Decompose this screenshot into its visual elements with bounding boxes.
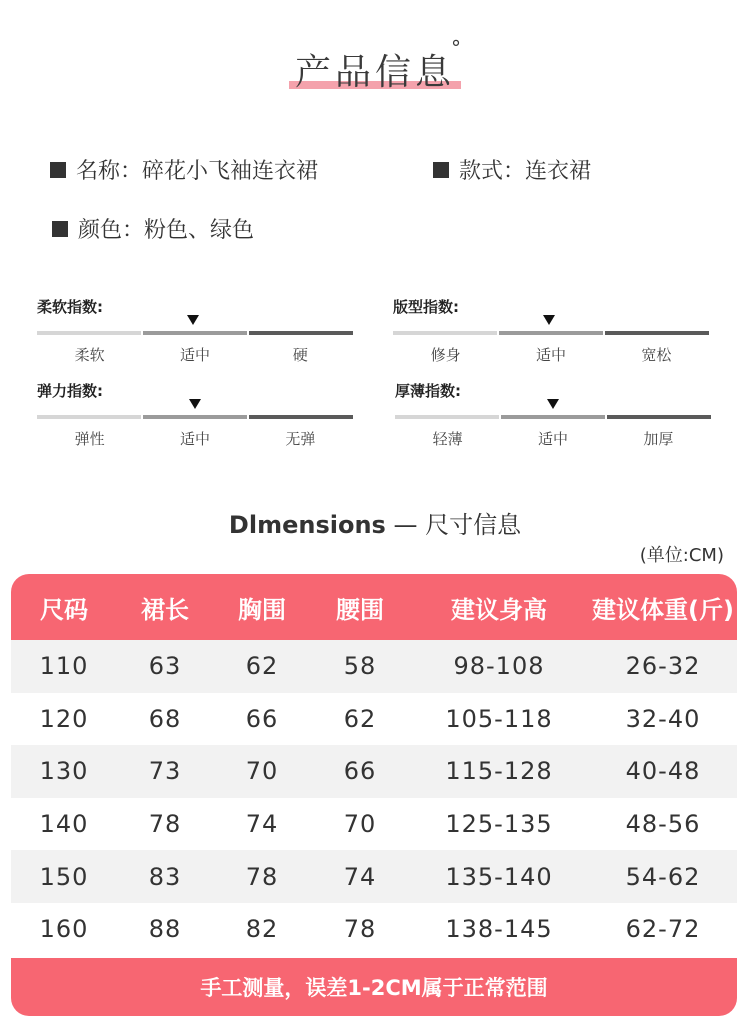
header-bust: 胸围 bbox=[238, 595, 286, 624]
table-row bbox=[11, 903, 737, 956]
elasticity-index bbox=[37, 380, 357, 464]
index-scale-bar bbox=[37, 415, 353, 419]
table-row bbox=[11, 850, 737, 903]
info-name-text: 名称：碎花小飞袖连衣裙 bbox=[76, 159, 319, 184]
table-cell: 140 bbox=[39, 810, 89, 839]
title-mark: ° bbox=[451, 36, 461, 60]
index-option: 适中 bbox=[535, 346, 566, 364]
header-weight-unit: (斤) bbox=[688, 595, 734, 624]
table-cell: 120 bbox=[39, 704, 89, 733]
selected-marker-icon bbox=[189, 399, 201, 409]
table-cell: 66 bbox=[343, 757, 377, 786]
table-cell: 48-56 bbox=[625, 810, 701, 839]
table-cell: 83 bbox=[148, 862, 182, 891]
index-options bbox=[395, 428, 711, 449]
index-option: 弹性 bbox=[74, 430, 105, 448]
index-option: 加厚 bbox=[643, 430, 674, 448]
table-cell: 74 bbox=[343, 862, 377, 891]
dimensions-title bbox=[0, 505, 750, 540]
index-options bbox=[37, 428, 353, 449]
header-size: 尺码 bbox=[40, 595, 88, 624]
table-cell: 82 bbox=[245, 915, 279, 944]
header-length: 裙长 bbox=[141, 595, 189, 624]
selected-marker-icon bbox=[543, 315, 555, 325]
table-cell: 135-140 bbox=[445, 862, 553, 891]
index-option: 轻薄 bbox=[432, 430, 463, 448]
table-cell: 58 bbox=[343, 652, 377, 681]
dimensions-title-cn: 尺寸信息 bbox=[425, 511, 522, 539]
selected-marker-icon bbox=[547, 399, 559, 409]
table-row bbox=[11, 640, 737, 693]
table-cell: 110 bbox=[39, 652, 89, 681]
table-cell: 62-72 bbox=[625, 915, 701, 944]
index-options bbox=[393, 344, 709, 365]
table-row bbox=[11, 745, 737, 798]
softness-index bbox=[37, 296, 357, 380]
page-title: 产品信息 bbox=[294, 52, 455, 93]
table-cell: 98-108 bbox=[453, 652, 545, 681]
index-option: 修身 bbox=[430, 346, 461, 364]
table-cell: 62 bbox=[245, 652, 279, 681]
dimensions-title-en: Dlmensions bbox=[228, 511, 386, 539]
table-cell: 115-128 bbox=[445, 757, 553, 786]
info-name bbox=[50, 154, 318, 185]
index-option: 柔软 bbox=[74, 346, 105, 364]
bullet-square-icon bbox=[50, 162, 66, 178]
table-cell: 78 bbox=[245, 862, 279, 891]
header-height: 建议身高 bbox=[451, 595, 547, 624]
thickness-index bbox=[395, 380, 715, 464]
index-scale-bar bbox=[37, 331, 353, 335]
table-cell: 62 bbox=[343, 704, 377, 733]
table-cell: 68 bbox=[148, 704, 182, 733]
header-weight-label: 建议体重 bbox=[592, 595, 689, 624]
header-weight bbox=[589, 590, 737, 625]
table-cell: 130 bbox=[39, 757, 89, 786]
table-cell: 54-62 bbox=[625, 862, 701, 891]
unit-label: (单位:CM) bbox=[639, 545, 724, 566]
selected-marker-icon bbox=[187, 315, 199, 325]
table-cell: 70 bbox=[245, 757, 279, 786]
index-option: 适中 bbox=[179, 430, 210, 448]
table-cell: 150 bbox=[39, 862, 89, 891]
table-row bbox=[11, 798, 737, 851]
table-cell: 70 bbox=[343, 810, 377, 839]
info-style bbox=[433, 154, 591, 185]
info-style-text: 款式：连衣裙 bbox=[459, 159, 592, 184]
table-cell: 26-32 bbox=[625, 652, 701, 681]
table-cell: 78 bbox=[343, 915, 377, 944]
index-scale-bar bbox=[395, 415, 711, 419]
dimensions-title-separator: — bbox=[385, 511, 426, 539]
info-color bbox=[52, 213, 254, 244]
index-scale-bar bbox=[393, 331, 709, 335]
table-cell: 66 bbox=[245, 704, 279, 733]
size-table bbox=[11, 574, 737, 956]
table-row bbox=[11, 693, 737, 746]
index-options bbox=[37, 344, 353, 365]
measurement-note: 手工测量，误差1-2CM属于正常范围 bbox=[11, 958, 737, 1016]
table-cell: 32-40 bbox=[625, 704, 701, 733]
table-header bbox=[11, 574, 737, 640]
bullet-square-icon bbox=[433, 162, 449, 178]
bullet-square-icon bbox=[52, 221, 68, 237]
table-cell: 138-145 bbox=[445, 915, 553, 944]
header-waist: 腰围 bbox=[336, 595, 384, 624]
index-option: 适中 bbox=[537, 430, 568, 448]
info-color-text: 颜色：粉色、绿色 bbox=[78, 218, 255, 243]
table-cell: 78 bbox=[148, 810, 182, 839]
table-cell: 74 bbox=[245, 810, 279, 839]
table-cell: 63 bbox=[148, 652, 182, 681]
page-header bbox=[0, 36, 750, 104]
index-option: 宽松 bbox=[641, 346, 672, 364]
index-option: 适中 bbox=[179, 346, 210, 364]
index-option: 无弹 bbox=[285, 430, 316, 448]
softness-index-label: 柔软指数: bbox=[37, 298, 103, 316]
table-cell: 88 bbox=[148, 915, 182, 944]
table-cell: 125-135 bbox=[445, 810, 553, 839]
thickness-index-label: 厚薄指数: bbox=[395, 382, 461, 400]
fit-index bbox=[393, 296, 713, 380]
index-option: 硬 bbox=[292, 346, 308, 364]
elasticity-index-label: 弹力指数: bbox=[37, 382, 103, 400]
table-cell: 40-48 bbox=[625, 757, 701, 786]
fit-index-label: 版型指数: bbox=[393, 298, 459, 316]
table-cell: 105-118 bbox=[445, 704, 553, 733]
table-cell: 160 bbox=[39, 915, 89, 944]
table-cell: 73 bbox=[148, 757, 182, 786]
